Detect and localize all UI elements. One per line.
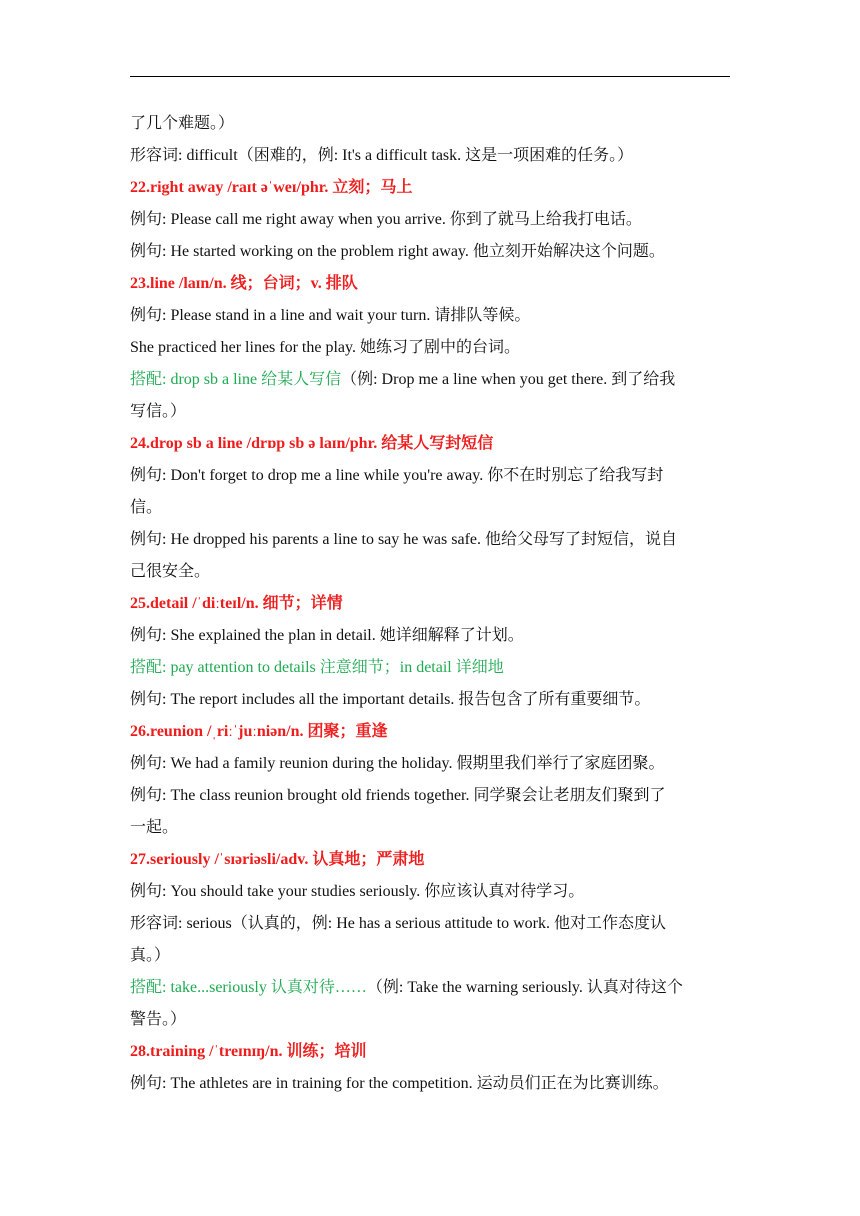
example-line: 例句: She explained the plan in detail. 她详细解释了计划。 (130, 627, 524, 644)
collocation-example: （例: Drop me a line when you get there. 到了给我 (341, 371, 676, 388)
collocation-line: 搭配: pay attention to details 注意细节；in detail 详细地 (130, 659, 504, 676)
example-line: 例句: The class reunion brought old friends together. 同学聚会让老朋友们聚到了 (130, 787, 666, 804)
example-line: 例句: The athletes are in training for the competition. 运动员们正在为比赛训练。 (130, 1075, 669, 1092)
entry-heading: 23.line /laɪn/n. 线；台词；v. 排队 (130, 275, 358, 292)
collocation-example: （例: Take the warning seriously. 认真对待这个 (366, 979, 683, 996)
collocation-line (130, 972, 732, 1004)
example-line: 了几个难题。） (130, 115, 235, 132)
example-line: 例句: We had a family reunion during the holiday. 假期里我们举行了家庭团聚。 (130, 755, 665, 772)
example-line: 例句: Please stand in a line and wait your turn. 请排队等候。 (130, 307, 531, 324)
entry-heading: 25.detail /ˈdiːteɪl/n. 细节；详情 (130, 595, 343, 612)
collocation-text: 搭配: take...seriously 认真对待…… (130, 979, 367, 996)
example-line: 真。） (130, 947, 171, 964)
entry-heading: 26.reunion /ˌriːˈjuːniən/n. 团聚；重逢 (130, 723, 388, 740)
vocabulary-content (130, 108, 732, 1100)
example-line: 己很安全。 (130, 563, 211, 580)
header-rule (130, 76, 730, 77)
example-line: 形容词: serious（认真的，例: He has a serious attitude to work. 他对工作态度认 (130, 915, 666, 932)
collocation-text: 搭配: drop sb a line 给某人写信 (130, 371, 342, 388)
example-line: 例句: He started working on the problem right away. 他立刻开始解决这个问题。 (130, 243, 665, 260)
example-line: 一起。 (130, 819, 179, 836)
example-line: 例句: Don't forget to drop me a line while you're away. 你不在时别忘了给我写封 (130, 467, 664, 484)
collocation-line (130, 364, 732, 396)
example-line: 形容词: difficult（困难的，例: It's a difficult task. 这是一项困难的任务。） (130, 147, 634, 164)
example-line: 警告。） (130, 1011, 187, 1028)
example-line: 信。 (130, 499, 163, 516)
example-line: She practiced her lines for the play. 她练习了剧中的台词。 (130, 339, 520, 356)
example-line: 例句: You should take your studies seriously. 你应该认真对待学习。 (130, 883, 585, 900)
example-line: 例句: The report includes all the important details. 报告包含了所有重要细节。 (130, 691, 651, 708)
entry-heading: 27.seriously /ˈsɪəriəsli/adv. 认真地；严肃地 (130, 851, 425, 868)
entry-heading: 24.drop sb a line /drɒp sb ə laɪn/phr. 给某人写封短信 (130, 435, 494, 452)
entry-heading: 22.right away /raɪt əˈweɪ/phr. 立刻；马上 (130, 179, 413, 196)
example-line: 例句: Please call me right away when you arrive. 你到了就马上给我打电话。 (130, 211, 642, 228)
example-line: 例句: He dropped his parents a line to say he was safe. 他给父母写了封短信，说自 (130, 531, 678, 548)
example-line: 写信。） (130, 403, 187, 420)
entry-heading: 28.training /ˈtreɪnɪŋ/n. 训练；培训 (130, 1043, 367, 1060)
